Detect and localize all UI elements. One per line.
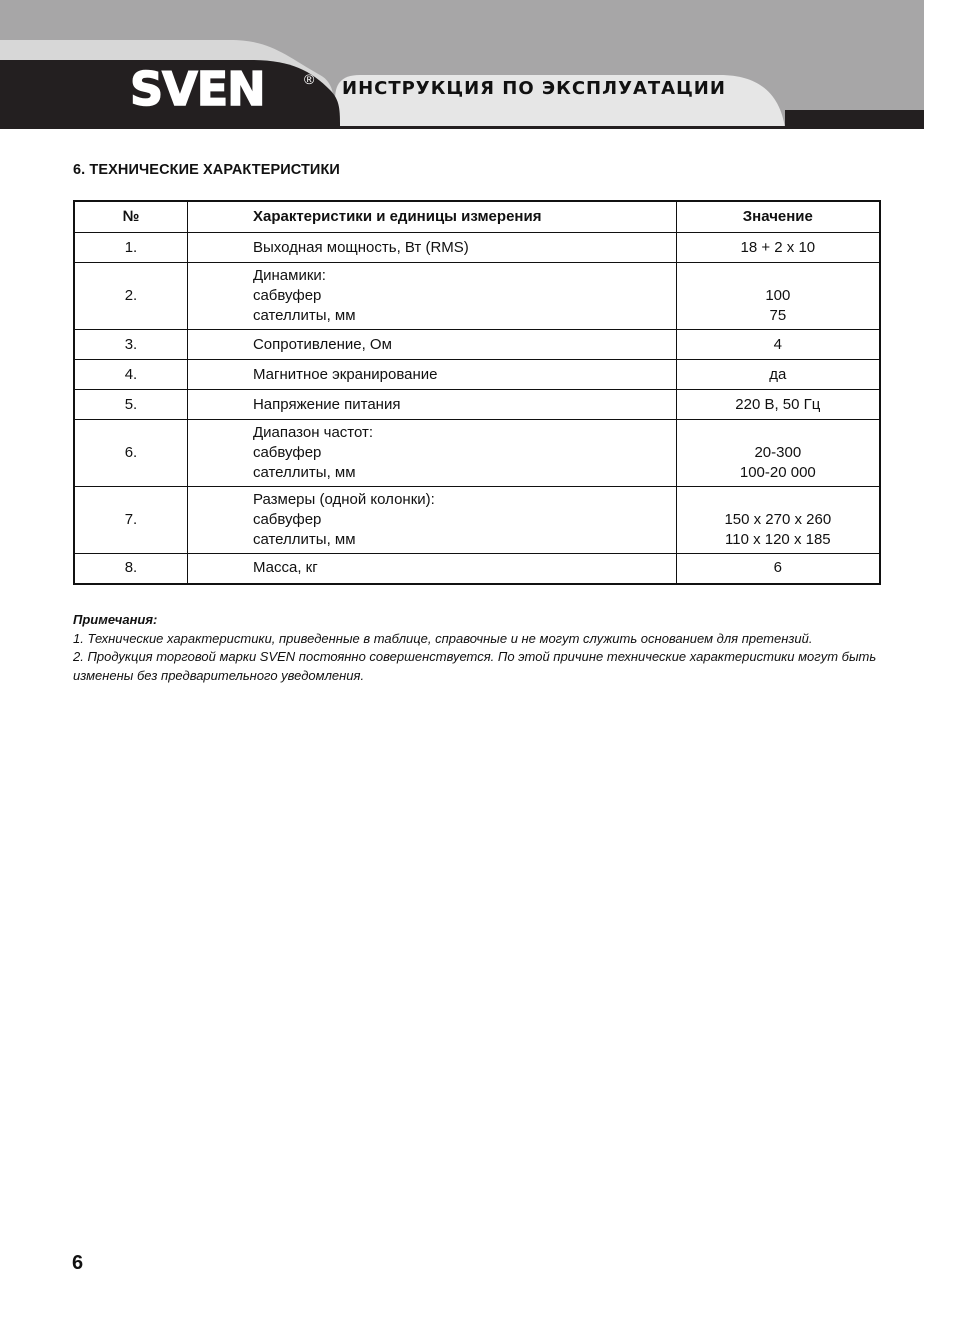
characteristic-line: сабвуфер — [252, 287, 322, 304]
document-title: ИНСТРУКЦИЯ ПО ЭКСПЛУАТАЦИИ — [342, 78, 726, 99]
characteristic-line: Диапазон частот: — [252, 424, 374, 441]
table-row — [74, 330, 880, 360]
row-characteristic — [187, 420, 676, 487]
row-value — [676, 263, 880, 330]
spec-table — [73, 200, 881, 585]
value-line: 18 + 2 x 10 — [740, 238, 816, 256]
value-line: 220 В, 50 Гц — [735, 395, 821, 413]
table-row — [74, 390, 880, 420]
characteristic-line: Масса, кг — [252, 559, 318, 577]
table-row — [74, 360, 880, 390]
value-line: 4 — [773, 335, 782, 353]
characteristic-line: Выходная мощность, Вт (RMS) — [252, 238, 469, 256]
characteristic-line: сателлиты, мм — [252, 464, 356, 481]
value-line: 100-20 000 — [739, 464, 816, 481]
spec-table-body — [74, 233, 880, 584]
row-value — [676, 233, 880, 263]
row-characteristic — [187, 360, 676, 390]
value-line — [677, 266, 879, 286]
value-line: 75 — [769, 307, 787, 324]
notes-title: Примечания: — [73, 612, 158, 627]
note-line: изменены без предварительного уведомления. — [73, 667, 365, 683]
registered-mark: ® — [304, 71, 315, 87]
characteristic-line: сабвуфер — [252, 444, 322, 461]
row-number: 5. — [74, 390, 187, 420]
row-number: 4. — [74, 360, 187, 390]
value-line: 6 — [773, 559, 782, 577]
characteristic-line: сателлиты, мм — [252, 307, 356, 324]
value-line: 150 x 270 x 260 — [724, 511, 832, 528]
row-characteristic — [187, 263, 676, 330]
characteristic-line: Напряжение питания — [252, 395, 401, 413]
value-line: 20-300 — [754, 444, 802, 461]
row-value — [676, 330, 880, 360]
table-row — [74, 420, 880, 487]
row-characteristic — [187, 554, 676, 584]
page-number: 6 — [72, 1252, 84, 1274]
row-characteristic — [187, 233, 676, 263]
characteristic-line: сателлиты, мм — [252, 531, 356, 548]
row-value — [676, 554, 880, 584]
value-line — [677, 423, 879, 443]
row-number: 1. — [74, 233, 187, 263]
header-num: № — [74, 201, 187, 233]
notes — [73, 611, 893, 685]
row-number: 7. — [74, 487, 187, 554]
value-line: 110 x 120 x 185 — [725, 531, 831, 548]
characteristic-line: Размеры (одной колонки): — [252, 491, 435, 508]
row-number: 3. — [74, 330, 187, 360]
header-characteristic: Характеристики и единицы измерения — [187, 201, 676, 233]
section-title: 6. ТЕХНИЧЕСКИЕ ХАРАКТЕРИСТИКИ — [73, 162, 340, 178]
row-value — [676, 390, 880, 420]
value-line: 100 — [765, 287, 791, 304]
row-value — [676, 420, 880, 487]
header-value: Значение — [676, 201, 880, 233]
row-characteristic — [187, 330, 676, 360]
characteristic-line: Динамики: — [252, 267, 326, 284]
value-line: да — [769, 365, 787, 383]
table-row — [74, 554, 880, 584]
row-value — [676, 360, 880, 390]
value-line — [677, 490, 879, 510]
note-line: 2. Продукция торговой марки SVEN постоянно совершенствуется. По этой причине технические характеристики могут быть — [73, 649, 877, 664]
row-characteristic — [187, 390, 676, 420]
row-value — [676, 487, 880, 554]
characteristic-line: сабвуфер — [252, 511, 322, 528]
characteristic-line: Магнитное экранирование — [252, 365, 438, 383]
table-row — [74, 233, 880, 263]
sven-logo: SVEN — [130, 62, 265, 116]
characteristic-line: Сопротивление, Ом — [252, 335, 392, 353]
table-row — [74, 487, 880, 554]
row-number: 8. — [74, 554, 187, 584]
note-line: 1. Технические характеристики, приведенные в таблице, справочные и не могут служить основанием для претензий. — [73, 630, 813, 646]
row-number: 6. — [74, 420, 187, 487]
page-header — [0, 0, 954, 140]
table-row — [74, 263, 880, 330]
row-characteristic — [187, 487, 676, 554]
table-header-row — [74, 201, 880, 233]
row-number: 2. — [74, 263, 187, 330]
